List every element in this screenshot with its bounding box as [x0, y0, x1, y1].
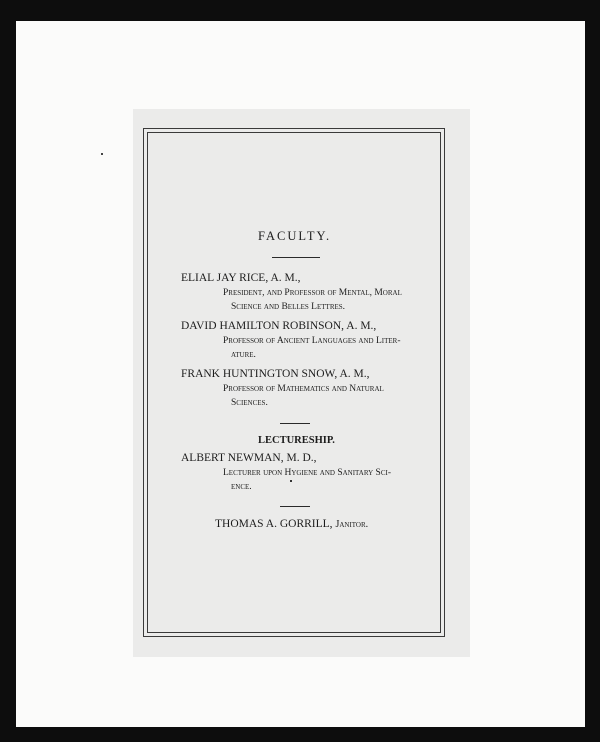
janitor-role: Janitor. [335, 519, 369, 530]
faculty-name-1: ELIAL JAY RICE, A. M., [181, 272, 301, 284]
janitor-name: THOMAS A. GORRILL, [215, 518, 333, 530]
faculty-desc-2b: ature. [231, 350, 256, 360]
lecturer-name: ALBERT NEWMAN, M. D., [181, 452, 317, 464]
page-title: FACULTY. [258, 229, 332, 243]
faculty-name-2: DAVID HAMILTON ROBINSON, A. M., [181, 320, 377, 332]
faculty-desc-3a: Professor of Mathematics and Natural [223, 384, 384, 394]
lecturer-desc-b: ence. [231, 482, 252, 492]
speck [101, 153, 103, 155]
lecturer-desc-a: Lecturer upon Hygiene and Sanitary Sci- [223, 468, 391, 478]
faculty-name-3: FRANK HUNTINGTON SNOW, A. M., [181, 368, 370, 380]
faculty-desc-2a: Professor of Ancient Languages and Liter- [223, 336, 401, 346]
page-border-inner [147, 132, 441, 633]
janitor-line [215, 518, 368, 530]
faculty-desc-3b: Sciences. [231, 398, 268, 408]
section-rule [280, 423, 310, 424]
title-rule [272, 257, 320, 258]
section-rule-2 [280, 506, 310, 507]
ink-speck [290, 480, 292, 482]
lectureship-heading: LECTURESHIP. [258, 435, 335, 446]
faculty-desc-1a: President, and Professor of Mental, Moral [223, 288, 402, 298]
faculty-desc-1b: Science and Belles Lettres. [231, 302, 346, 312]
